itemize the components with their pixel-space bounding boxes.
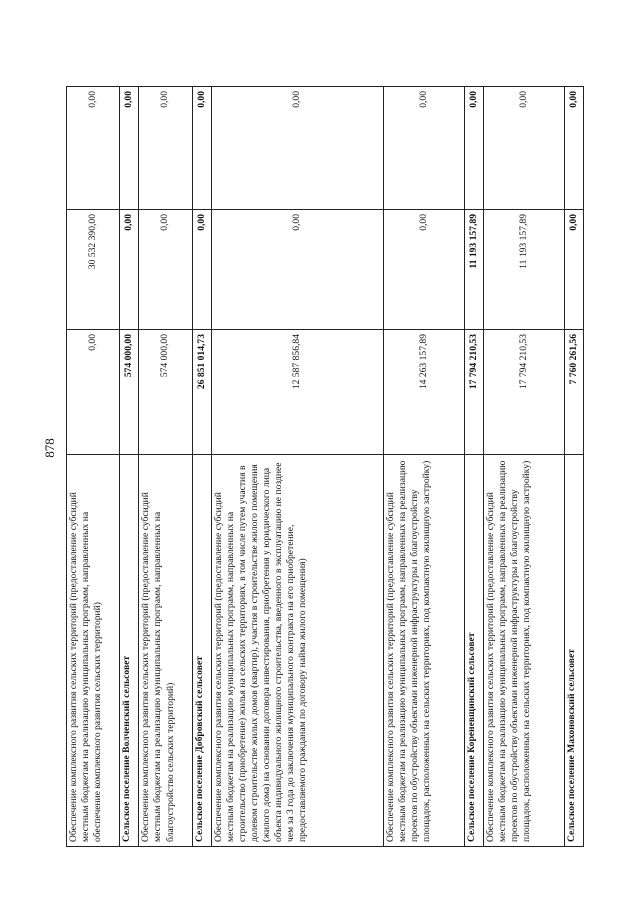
value-col2: 0,00 — [383, 210, 464, 330]
value-col1: 14 263 157,89 — [383, 330, 464, 455]
value-col2: 30 532 390,00 — [67, 210, 120, 330]
page-number: 878 — [42, 438, 57, 458]
table-row — [383, 87, 464, 847]
table-row — [67, 87, 120, 847]
value-col2: 11 193 157,89 — [464, 210, 483, 330]
value-col2: 0,00 — [139, 210, 192, 330]
value-col2: 0,00 — [564, 210, 583, 330]
value-col3: 0,00 — [483, 87, 564, 210]
value-col1: 574 000,00 — [139, 330, 192, 455]
value-col3: 0,00 — [120, 87, 139, 210]
value-col2: 0,00 — [120, 210, 139, 330]
value-col1: 7 760 261,56 — [564, 330, 583, 455]
table-row — [139, 87, 192, 847]
row-name: Обеспечение комплексного развития сельских территорий (предоставление субсидий местным бюджетам на реализацию муниципальных программ, направленных на реализацию проектов по обустройству объектами инженерной инфраструктуры и благоустройству площадок, расположенных на сельских территориях, под компактную жилищную застройку) — [483, 455, 564, 847]
row-name: Сельское поселение Добровский сельсовет — [192, 455, 211, 847]
row-name: Обеспечение комплексного развития сельских территорий (предоставление субсидий местным бюджетам на реализацию муниципальных программ, направленных на благоустройство сельских территорий) — [139, 455, 192, 847]
value-col3: 0,00 — [383, 87, 464, 210]
value-col3: 0,00 — [464, 87, 483, 210]
value-col2: 0,00 — [211, 210, 383, 330]
table-row — [211, 87, 383, 847]
value-col1: 17 794 210,53 — [483, 330, 564, 455]
value-col3: 0,00 — [67, 87, 120, 210]
settlement-row — [464, 87, 483, 847]
value-col1: 0,00 — [67, 330, 120, 455]
row-name: Сельское поселение Волченский сельсовет — [120, 455, 139, 847]
row-name: Сельское поселение Кореневщинский сельсовет — [464, 455, 483, 847]
budget-table — [66, 86, 584, 847]
value-col3: 0,00 — [192, 87, 211, 210]
settlement-row — [120, 87, 139, 847]
settlement-row — [564, 87, 583, 847]
row-name: Обеспечение комплексного развития сельских территорий (предоставление субсидий местным бюджетам на реализацию муниципальных программ, направленных на реализацию проектов по обустройству объектами инженерной инфраструктуры и благоустройству площадок, расположенных на сельских территориях, под компактную жилищную застройку) — [383, 455, 464, 847]
settlement-row — [192, 87, 211, 847]
table-row — [483, 87, 564, 847]
value-col3: 0,00 — [211, 87, 383, 210]
row-name: Обеспечение комплексного развития сельских территорий (предоставление субсидий местным бюджетам на реализацию муниципальных программ, направленных на обеспечение комплексного развития сельских территорий) — [67, 455, 120, 847]
value-col2: 11 193 157,89 — [483, 210, 564, 330]
value-col3: 0,00 — [139, 87, 192, 210]
value-col1: 574 000,00 — [120, 330, 139, 455]
value-col1: 12 587 856,84 — [211, 330, 383, 455]
value-col1: 26 851 014,73 — [192, 330, 211, 455]
row-name: Обеспечение комплексного развития сельских территорий (предоставление субсидий местным бюджетам на реализацию муниципальных программ, направленных на строительство (приобретение) жилья на сельских территориях, в том числе путем участия в долевом строительстве жилых домов (квартир), участия в строительстве жилого помещения (жилого дома) на основании договора инвестирования, приобретения у юридического лица объекта индивидуального жилищного строительства, введенного в эксплуатацию не позднее чем за 3 года до заключения муниципального контракта на его приобретение, предоставляемого гражданам по договору найма жилого помещения) — [211, 455, 383, 847]
value-col1: 17 794 210,53 — [464, 330, 483, 455]
row-name: Сельское поселение Махоновский сельсовет — [564, 455, 583, 847]
budget-table-rotated — [66, 87, 584, 847]
value-col2: 0,00 — [192, 210, 211, 330]
value-col3: 0,00 — [564, 87, 583, 210]
